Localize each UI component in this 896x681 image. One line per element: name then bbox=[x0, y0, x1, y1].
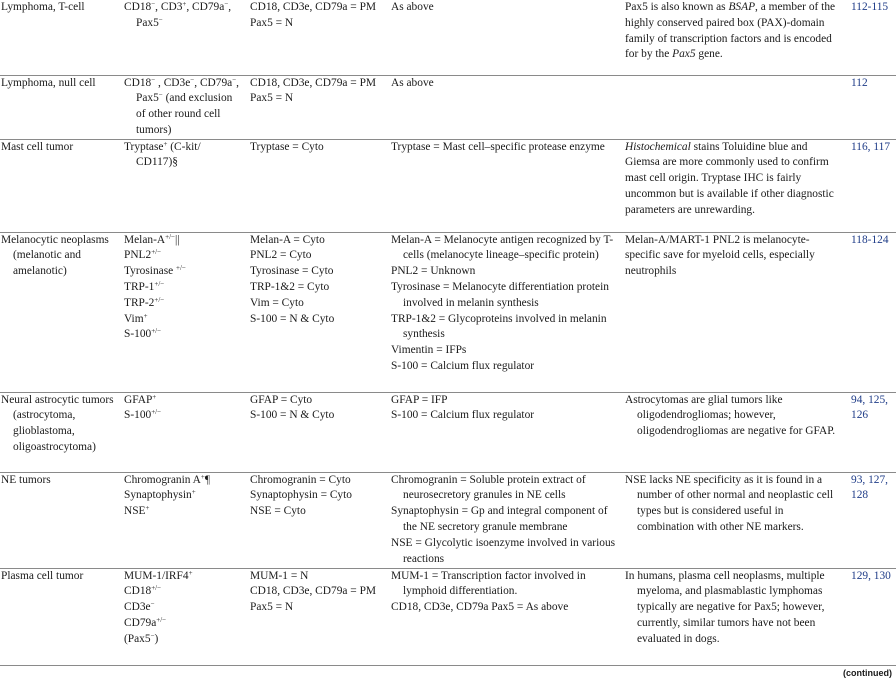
tumor-type: Lymphoma, null cell bbox=[1, 76, 96, 89]
staining-line: Vim = Cyto bbox=[250, 296, 304, 309]
function-line: As above bbox=[391, 76, 434, 89]
function-line: Tryptase = Mast cell–specific protease enzyme bbox=[391, 140, 605, 153]
function-cell bbox=[390, 75, 624, 139]
comment-text: NSE lacks NE specificity as it is found in a number of other normal and neoplastic cell types but is considered useful in combination with other NE markers. bbox=[625, 473, 834, 534]
comments-cell bbox=[624, 232, 850, 392]
references-cell bbox=[850, 392, 896, 472]
markers-cell bbox=[123, 139, 249, 232]
staining-line: S-100 = N & Cyto bbox=[250, 312, 335, 325]
staining-line: NSE = Cyto bbox=[250, 505, 306, 518]
staining-line: Pax5 = N bbox=[250, 601, 294, 614]
function-line: MUM-1 = Transcription factor involved in lymphoid differentiation. bbox=[391, 569, 586, 598]
marker-line: CD79a+/− bbox=[124, 616, 167, 630]
function-line: Vimentin = IFPs bbox=[391, 344, 467, 357]
staining-line: PNL2 = Cyto bbox=[250, 249, 312, 262]
function-line: PNL2 = Unknown bbox=[391, 265, 476, 278]
comments-cell bbox=[624, 392, 850, 472]
staining-line: Chromogranin = Cyto bbox=[250, 473, 351, 486]
marker-line: TRP-2+/− bbox=[124, 295, 165, 309]
tumor-type-cell bbox=[0, 0, 123, 75]
marker-line: S-100+/− bbox=[124, 327, 162, 341]
staining-cell bbox=[249, 568, 390, 665]
staining-line: MUM-1 = N bbox=[250, 569, 309, 582]
function-line: TRP-1&2 = Glycoproteins involved in melanin synthesis bbox=[391, 312, 607, 341]
tumor-type-cell bbox=[0, 568, 123, 665]
marker-line: Melan-A+/−|| bbox=[124, 232, 180, 246]
staining-line: CD18, CD3e, CD79a = PM bbox=[250, 76, 377, 89]
tumor-type: Melanocytic neoplasms (melanotic and amelanotic) bbox=[1, 233, 109, 278]
comment-text: Pax5 is also known as BSAP, a member of the highly conserved paired box (PAX)-domain family of transcription factors and is encoded for by the Pax5 gene. bbox=[625, 1, 836, 61]
tumor-type-cell bbox=[0, 75, 123, 139]
staining-line: Tyrosinase = Cyto bbox=[250, 265, 334, 278]
marker-line: Synaptophysin+ bbox=[124, 488, 196, 502]
marker-line: Tyrosinase +/− bbox=[124, 264, 186, 278]
function-cell bbox=[390, 0, 624, 75]
references-cell bbox=[850, 139, 896, 232]
function-line: As above bbox=[391, 1, 434, 13]
function-cell bbox=[390, 568, 624, 665]
comment-text: Astrocytomas are glial tumors like oligodendrogliomas; however, oligodendrogliomas are negative for GFAP. bbox=[625, 393, 836, 438]
comment-text: Histochemical stains Toluidine blue and Giemsa are more commonly used to confirm mast cell origin. Tryptase IHC is fairly uncommon but is available if other diagnostic parameters are unrewarding. bbox=[625, 140, 834, 216]
tumor-type-cell bbox=[0, 232, 123, 392]
function-line: GFAP = IFP bbox=[391, 393, 448, 406]
reference-link[interactable]: 94, 125, 126 bbox=[851, 393, 889, 422]
table-row bbox=[0, 472, 896, 568]
marker-line: NSE+ bbox=[124, 504, 150, 518]
marker-line: PNL2+/− bbox=[124, 248, 162, 262]
staining-cell bbox=[249, 232, 390, 392]
function-line: Melan-A = Melanocyte antigen recognized by T-cells (melanocyte lineage–specific protein) bbox=[391, 233, 614, 262]
marker-line: S-100+/− bbox=[124, 408, 162, 422]
marker-line: MUM-1/IRF4+ bbox=[124, 568, 193, 582]
function-line: NSE = Glycolytic isoenzyme involved in various reactions bbox=[391, 536, 616, 565]
references-cell bbox=[850, 568, 896, 665]
function-line: S-100 = Calcium flux regulator bbox=[391, 360, 535, 373]
marker-line: Chromogranin A+¶ bbox=[124, 472, 211, 486]
tumor-type: Mast cell tumor bbox=[1, 140, 74, 153]
staining-cell bbox=[249, 0, 390, 75]
staining-line: CD18, CD3e, CD79a = PM bbox=[250, 1, 377, 13]
markers-cell bbox=[123, 0, 249, 75]
staining-line: TRP-1&2 = Cyto bbox=[250, 281, 330, 294]
reference-link[interactable]: 118-124 bbox=[851, 233, 889, 246]
function-line: CD18, CD3e, CD79a Pax5 = As above bbox=[391, 601, 569, 614]
table-row bbox=[0, 139, 896, 232]
staining-line: GFAP = Cyto bbox=[250, 393, 313, 406]
staining-cell bbox=[249, 75, 390, 139]
reference-link[interactable]: 93, 127, 128 bbox=[851, 473, 889, 502]
markers-cell bbox=[123, 75, 249, 139]
references-cell bbox=[850, 0, 896, 75]
staining-line: Melan-A = Cyto bbox=[250, 233, 325, 246]
function-cell bbox=[390, 139, 624, 232]
staining-cell bbox=[249, 472, 390, 568]
staining-line: Pax5 = N bbox=[250, 92, 294, 105]
marker-line: Tryptase+ (C-kit/ CD117)§ bbox=[124, 139, 201, 169]
markers-cell bbox=[123, 568, 249, 665]
markers-cell bbox=[123, 392, 249, 472]
table-row bbox=[0, 0, 896, 75]
marker-line: CD3e− bbox=[124, 600, 155, 614]
table-row bbox=[0, 392, 896, 472]
staining-cell bbox=[249, 139, 390, 232]
references-cell bbox=[850, 472, 896, 568]
tumor-type: Neural astrocytic tumors (astrocytoma, glioblastoma, oligoastrocytoma) bbox=[1, 393, 114, 454]
comments-cell bbox=[624, 568, 850, 665]
function-cell bbox=[390, 472, 624, 568]
marker-line: CD18−, CD3+, CD79a−, Pax5− bbox=[124, 0, 232, 29]
continued-note: (continued) bbox=[843, 668, 892, 678]
reference-link[interactable]: 112 bbox=[851, 76, 868, 89]
staining-line: Pax5 = N bbox=[250, 16, 294, 29]
tumor-type-cell bbox=[0, 139, 123, 232]
tumor-type: Plasma cell tumor bbox=[1, 569, 84, 582]
comments-cell bbox=[624, 472, 850, 568]
table-row bbox=[0, 232, 896, 392]
staining-cell bbox=[249, 392, 390, 472]
reference-link[interactable]: 116, 117 bbox=[851, 140, 891, 153]
comment-text: In humans, plasma cell neoplasms, multiple myeloma, and plasmablastic lymphomas typically are negative for Pax5; however, currently, similar tumors have not been evaluated in dogs. bbox=[625, 569, 825, 645]
references-cell bbox=[850, 232, 896, 392]
function-cell bbox=[390, 232, 624, 392]
tumor-type-cell bbox=[0, 392, 123, 472]
markers-cell bbox=[123, 232, 249, 392]
function-line: Chromogranin = Soluble protein extract of neurosecretory granules in NE cells bbox=[391, 473, 586, 502]
marker-line: GFAP+ bbox=[124, 392, 157, 406]
marker-line: CD18− , CD3e−, CD79a−, Pax5− (and exclusion of other round cell tumors) bbox=[124, 75, 240, 136]
references-cell bbox=[850, 75, 896, 139]
marker-line: CD18+/− bbox=[124, 584, 162, 598]
comments-cell bbox=[624, 139, 850, 232]
tumor-type: Lymphoma, T-cell bbox=[1, 1, 85, 13]
comments-cell bbox=[624, 0, 850, 75]
marker-line: Vim+ bbox=[124, 311, 148, 325]
function-line: S-100 = Calcium flux regulator bbox=[391, 409, 535, 422]
tumor-type-cell bbox=[0, 472, 123, 568]
staining-line: Synaptophysin = Cyto bbox=[250, 489, 352, 502]
staining-line: CD18, CD3e, CD79a = PM bbox=[250, 585, 377, 598]
reference-link[interactable]: 112-115 bbox=[851, 1, 889, 13]
function-line: Synaptophysin = Gp and integral component of the NE secretory granule membrane bbox=[391, 505, 608, 534]
marker-line: TRP-1+/− bbox=[124, 280, 165, 294]
comment-text: Melan-A/MART-1 PNL2 is melanocyte-specific save for myeloid cells, especially neutrophils bbox=[625, 233, 815, 278]
function-line: Tyrosinase = Melanocyte differentiation protein involved in melanin synthesis bbox=[391, 281, 609, 309]
marker-line: (Pax5−) bbox=[124, 631, 159, 645]
staining-line: Tryptase = Cyto bbox=[250, 140, 324, 153]
tumor-type: NE tumors bbox=[1, 473, 51, 486]
comments-cell bbox=[624, 75, 850, 139]
function-cell bbox=[390, 392, 624, 472]
reference-link[interactable]: 129, 130 bbox=[851, 569, 891, 582]
staining-line: S-100 = N & Cyto bbox=[250, 409, 335, 422]
table-row bbox=[0, 75, 896, 139]
table-row bbox=[0, 568, 896, 665]
markers-cell bbox=[123, 472, 249, 568]
